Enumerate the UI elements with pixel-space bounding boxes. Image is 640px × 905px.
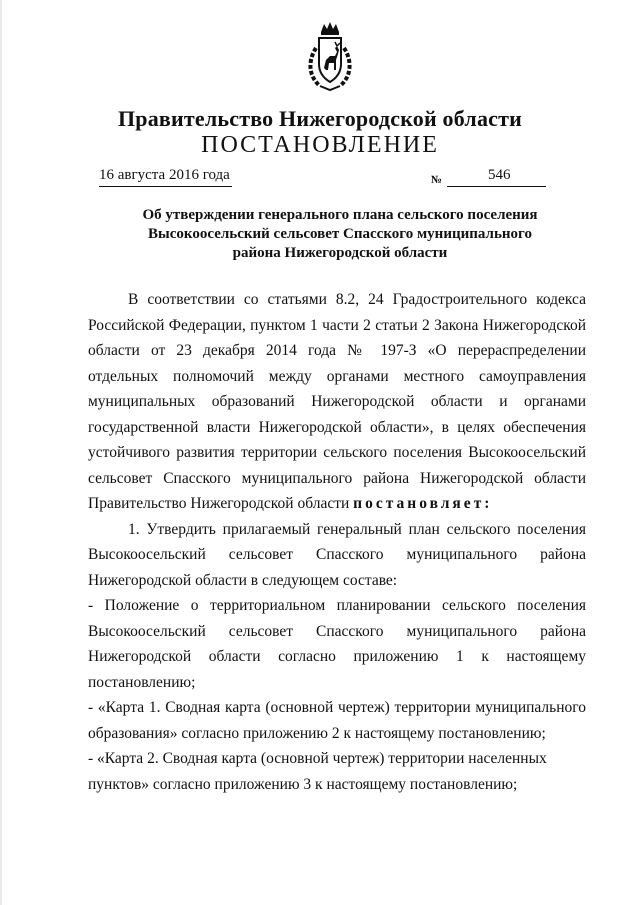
document-type: ПОСТАНОВЛЕНИЕ: [201, 132, 439, 158]
list-item: [88, 695, 586, 746]
preamble-text: В соответствии со статьями 8.2, 24 Градостроительного кодекса Российской Федерации, пунктом 1 части 2 статьи 2 Закона Нижегородской области от 23 декабря 2014 года № 197-З «О перераспределении отдельных полномочий между органами местного самоуправления муниципальных образований Нижегородской области и органами государственной власти Нижегородской области», в целях обеспечения устойчивого развития территории сельского поселения Высокоосельский сельсовет Спасского муниципального района Нижегородской области Правительство Нижегородской области: [88, 291, 586, 512]
document-subject: [130, 206, 550, 263]
number-sign: №: [431, 174, 443, 186]
document-number: 546: [488, 167, 511, 183]
bullet-text: - Положение о территориальном планировании сельского поселения Высокоосельский сельсовет Спасского муниципального района Нижегородской области согласно приложению 1 к настоящему постановлению;: [88, 597, 586, 691]
decree-word: постановляет:: [353, 495, 493, 512]
subject-line: района Нижегородской области: [232, 245, 448, 261]
item-1-paragraph: [88, 517, 586, 594]
preamble-paragraph: [88, 287, 586, 517]
bullet-text: - «Карта 1. Сводная карта (основной чертеж) территории муниципального образования» согласно приложению 2 к настоящему постановлению;: [88, 699, 586, 742]
subject-line: Об утверждении генерального плана сельского поселения: [142, 207, 538, 223]
number-underline: [447, 186, 546, 187]
bullet-text: - «Карта 2. Сводная карта (основной чертеж) территории населенных пунктов» согласно приложению 3 к настоящему постановлению;: [88, 750, 547, 793]
document-date: 16 августа 2016 года: [99, 167, 230, 183]
date-underline: [99, 186, 232, 187]
list-item: [88, 593, 586, 695]
list-item: [88, 746, 586, 797]
subject-line: Высокоосельский сельсовет Спасского муниципального: [148, 226, 532, 242]
coat-of-arms-icon: [302, 20, 358, 92]
item-1-text: 1. Утвердить прилагаемый генеральный план сельского поселения Высокоосельский сельсовет Спасского муниципального района Нижегородской области в следующем составе:: [88, 520, 586, 589]
document-body: [88, 287, 586, 797]
organization-title: Правительство Нижегородской области: [117, 106, 522, 131]
